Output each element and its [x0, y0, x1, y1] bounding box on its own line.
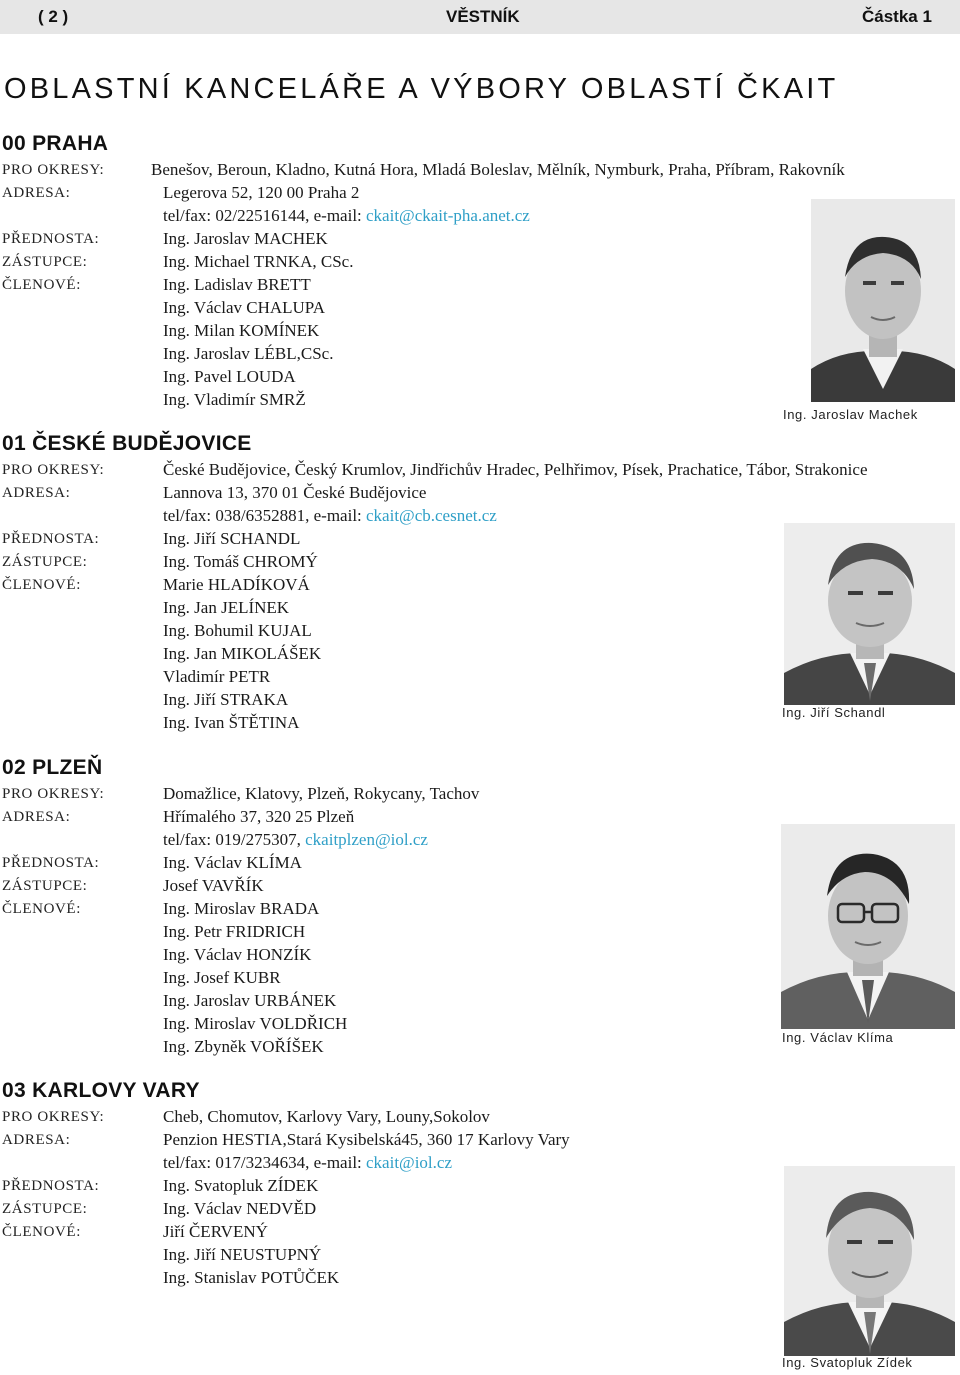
- head-value: Ing. Jaroslav MACHEK: [163, 229, 328, 248]
- member-item: Ing. Jaroslav URBÁNEK: [163, 991, 337, 1010]
- districts-value: Benešov, Beroun, Kladno, Kutná Hora, Mladá Boleslav, Mělník, Nymburk, Praha, Příbram, Rakovník: [151, 160, 845, 179]
- label-adresa: ADRESA:: [2, 1132, 71, 1148]
- portrait-photo: [784, 523, 955, 705]
- section-title: 02 PLZEŇ: [2, 756, 103, 779]
- districts-value: České Budějovice, Český Krumlov, Jindřichův Hradec, Pelhřimov, Písek, Prachatice, Tábor, Strakonice: [163, 460, 868, 479]
- address-value: Lannova 13, 370 01 České Budějovice: [163, 483, 427, 502]
- member-item: Ing. Vladimír SMRŽ: [163, 390, 306, 409]
- label-okresy: PRO OKRESY:: [2, 462, 105, 478]
- contact-line: [163, 505, 497, 527]
- label-clenove: ČLENOVÉ:: [2, 1224, 81, 1240]
- label-zastupce: ZÁSTUPCE:: [2, 878, 88, 894]
- label-okresy: PRO OKRESY:: [2, 786, 105, 802]
- label-adresa: ADRESA:: [2, 809, 71, 825]
- label-adresa: ADRESA:: [2, 185, 71, 201]
- journal-name: VĚSTNÍK: [446, 7, 520, 26]
- member-item: Ing. Miroslav BRADA: [163, 899, 320, 918]
- section-title: 00 PRAHA: [2, 132, 109, 155]
- contact-phone: tel/fax: 02/22516144, e-mail:: [163, 206, 367, 225]
- member-item: Marie HLADÍKOVÁ: [163, 575, 310, 594]
- head-value: Ing. Jiří SCHANDL: [163, 529, 301, 548]
- contact-phone: tel/fax: 019/275307,: [163, 830, 306, 849]
- label-prednosta: PŘEDNOSTA:: [2, 1178, 100, 1194]
- label-zastupce: ZÁSTUPCE:: [2, 254, 88, 270]
- member-item: Ing. Jan MIKOLÁŠEK: [163, 644, 322, 663]
- issue-label: Částka 1: [862, 7, 932, 26]
- member-item: Ing. Jaroslav LÉBL,CSc.: [163, 344, 334, 363]
- label-adresa: ADRESA:: [2, 485, 71, 501]
- contact-line: [163, 205, 530, 227]
- label-okresy: PRO OKRESY:: [2, 162, 105, 178]
- contact-phone: tel/fax: 017/3234634, e-mail:: [163, 1153, 367, 1172]
- deputy-value: Ing. Michael TRNKA, CSc.: [163, 252, 354, 271]
- member-item: Jiří ČERVENÝ: [163, 1222, 268, 1241]
- member-item: Ing. Jiří STRAKA: [163, 690, 289, 709]
- head-value: Ing. Svatopluk ZÍDEK: [163, 1176, 319, 1195]
- section-title: 01 ČESKÉ BUDĚJOVICE: [2, 432, 252, 455]
- email-link[interactable]: ckaitplzen@iol.cz: [305, 830, 428, 849]
- member-item: Ing. Petr FRIDRICH: [163, 922, 306, 941]
- member-item: Ing. Bohumil KUJAL: [163, 621, 312, 640]
- member-item: Ing. Milan KOMÍNEK: [163, 321, 320, 340]
- label-clenove: ČLENOVÉ:: [2, 901, 81, 917]
- member-item: Ing. Ivan ŠTĚTINA: [163, 713, 300, 732]
- member-item: Ing. Václav HONZÍK: [163, 945, 312, 964]
- address-value: Hřímalého 37, 320 25 Plzeň: [163, 807, 355, 826]
- member-item: Ing. Josef KUBR: [163, 968, 281, 987]
- head-value: Ing. Václav KLÍMA: [163, 853, 302, 872]
- address-value: Penzion HESTIA,Stará Kysibelská45, 360 17 Karlovy Vary: [163, 1130, 570, 1149]
- address-value: Legerova 52, 120 00 Praha 2: [163, 183, 360, 202]
- deputy-value: Ing. Václav NEDVĚD: [163, 1199, 317, 1218]
- contact-phone: tel/fax: 038/6352881, e-mail:: [163, 506, 367, 525]
- portrait-photo: [781, 824, 955, 1029]
- photo-caption: Ing. Václav Klíma: [782, 1030, 894, 1045]
- deputy-value: Josef VAVŘÍK: [163, 876, 264, 895]
- contact-line: [163, 1152, 452, 1174]
- label-zastupce: ZÁSTUPCE:: [2, 1201, 88, 1217]
- member-item: Ing. Ladislav BRETT: [163, 275, 311, 294]
- label-clenove: ČLENOVÉ:: [2, 577, 81, 593]
- page-number: ( 2 ): [38, 7, 69, 26]
- portrait-photo: [784, 1166, 955, 1356]
- photo-caption: Ing. Svatopluk Zídek: [782, 1355, 913, 1370]
- page-title: OBLASTNÍ KANCELÁŘE A VÝBORY OBLASTÍ ČKAIT: [4, 73, 839, 105]
- member-item: Vladimír PETR: [163, 667, 271, 686]
- deputy-value: Ing. Tomáš CHROMÝ: [163, 552, 318, 571]
- contact-line: [163, 829, 428, 851]
- member-item: Ing. Jiří NEUSTUPNÝ: [163, 1245, 322, 1264]
- member-item: Ing. Miroslav VOLDŘICH: [163, 1014, 348, 1033]
- label-prednosta: PŘEDNOSTA:: [2, 855, 100, 871]
- email-link[interactable]: ckait@cb.cesnet.cz: [366, 506, 497, 525]
- page-header: [0, 0, 960, 34]
- label-zastupce: ZÁSTUPCE:: [2, 554, 88, 570]
- portrait-photo: [811, 199, 955, 402]
- member-item: Ing. Pavel LOUDA: [163, 367, 296, 386]
- photo-caption: Ing. Jiří Schandl: [782, 705, 886, 720]
- member-item: Ing. Václav CHALUPA: [163, 298, 325, 317]
- districts-value: Domažlice, Klatovy, Plzeň, Rokycany, Tachov: [163, 784, 480, 803]
- photo-caption: Ing. Jaroslav Machek: [783, 407, 918, 422]
- member-item: Ing. Stanislav POTŮČEK: [163, 1268, 340, 1287]
- label-prednosta: PŘEDNOSTA:: [2, 531, 100, 547]
- member-item: Ing. Jan JELÍNEK: [163, 598, 290, 617]
- member-item: Ing. Zbyněk VOŘÍŠEK: [163, 1037, 324, 1056]
- districts-value: Cheb, Chomutov, Karlovy Vary, Louny,Sokolov: [163, 1107, 490, 1126]
- email-link[interactable]: ckait@ckait-pha.anet.cz: [366, 206, 530, 225]
- label-okresy: PRO OKRESY:: [2, 1109, 105, 1125]
- section-title: 03 KARLOVY VARY: [2, 1079, 200, 1102]
- email-link[interactable]: ckait@iol.cz: [366, 1153, 452, 1172]
- label-prednosta: PŘEDNOSTA:: [2, 231, 100, 247]
- label-clenove: ČLENOVÉ:: [2, 277, 81, 293]
